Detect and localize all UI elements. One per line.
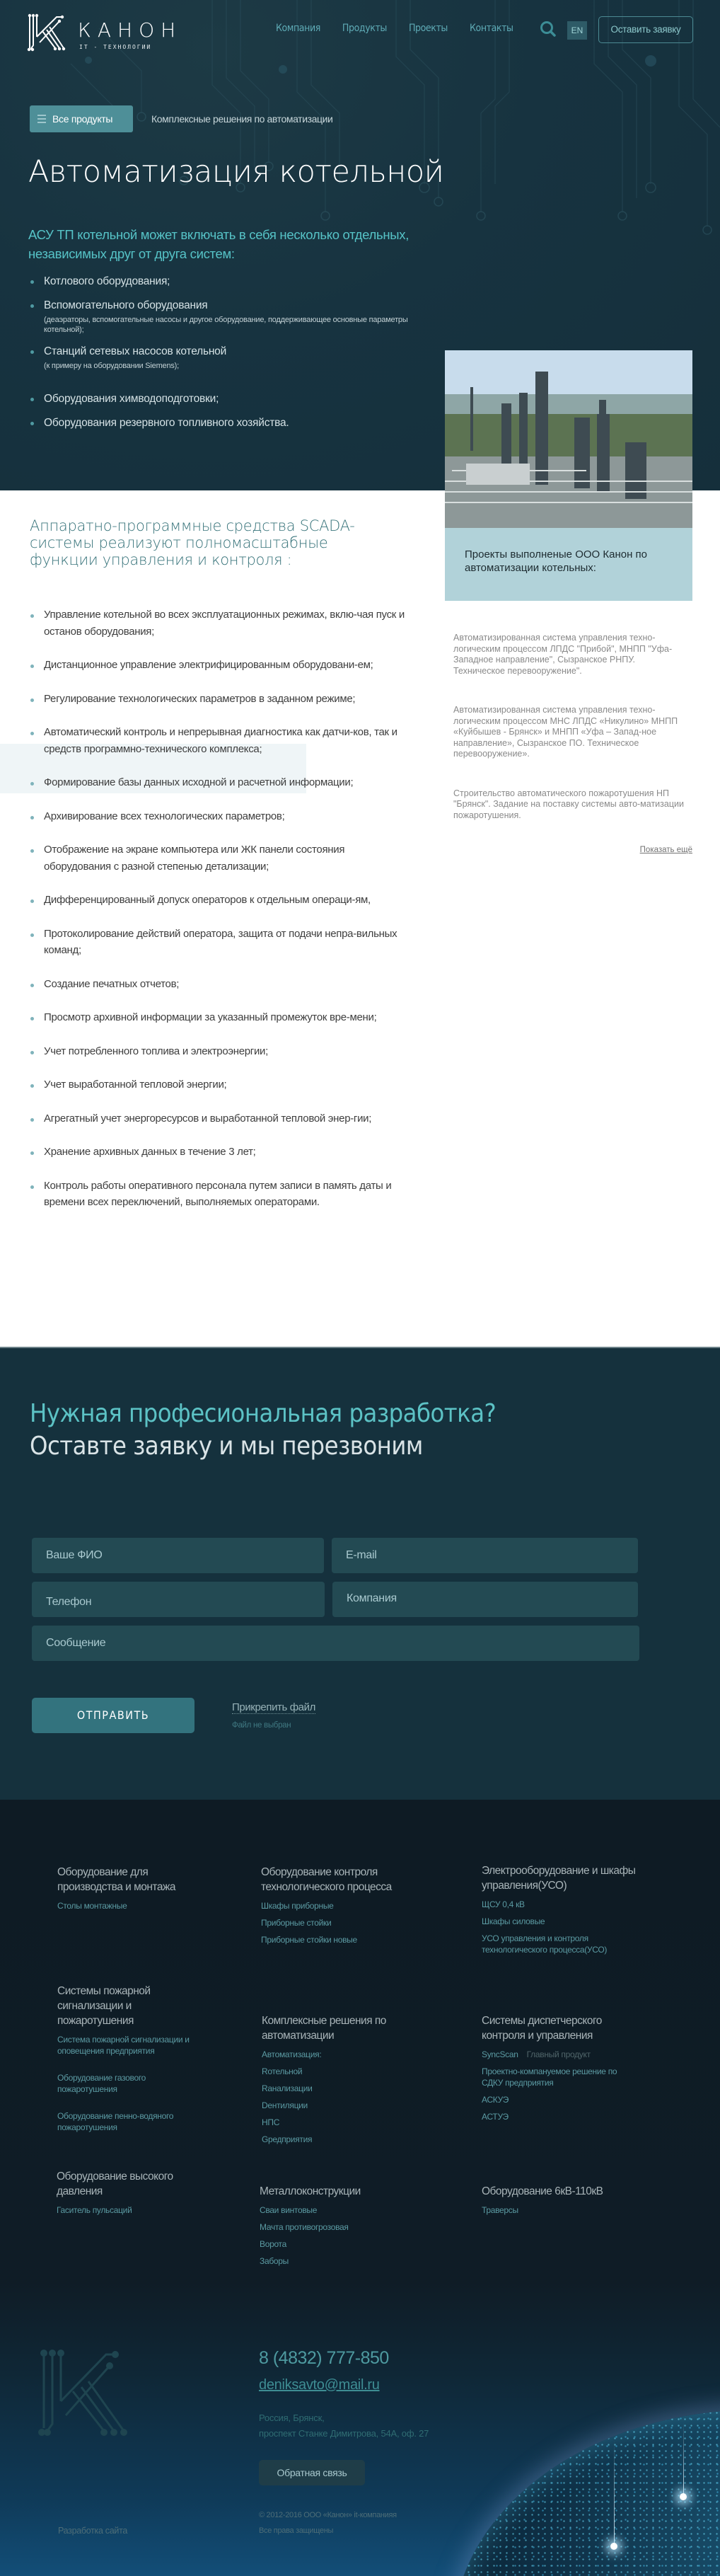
logo-title: КАНОН: [78, 18, 182, 42]
footer-link[interactable]: НПС: [262, 2117, 280, 2127]
nav-item-products[interactable]: Продукты: [342, 23, 387, 34]
search-icon: [539, 20, 557, 38]
list-item: Контроль работы оперативного персонала путем записи в память даты и времени всех переключений, выполняемых операторами.: [28, 1178, 410, 1211]
phone-field[interactable]: Телефон: [32, 1582, 325, 1617]
footer-column-title: Металлоконструкции: [260, 2185, 361, 2197]
footer-column-fire-safety: [57, 1984, 255, 2139]
company-field[interactable]: Компания: [332, 1582, 638, 1617]
footer-link[interactable]: Проектно-компануемое решение по СДКУ предприятия: [482, 2066, 617, 2088]
footer-column-process-control: [261, 1865, 459, 1951]
breadcrumb-current[interactable]: Комплексные решения по автоматизации: [151, 113, 333, 125]
project-entry[interactable]: Автоматизированная система управления техно-логическим процессом ЛПДС "Прибой", МНПП "Уфа-Западное направление", Сызранское РНПУ. Техническое перевооружение".: [453, 633, 673, 676]
address-line: проспект Станке Димитрова, 54А, оф. 27: [259, 2428, 429, 2439]
list-item: Отображение на экране компьютера или ЖК панели состояния оборудования с разной степенью детализации;: [28, 841, 410, 875]
footer-link[interactable]: Dентиляции: [262, 2100, 308, 2110]
projects-sidebar: [445, 350, 692, 854]
nav-item-projects[interactable]: Проекты: [408, 23, 448, 34]
hero-lead-text: АСУ ТП котельной может включать в себя несколько отдельных, независимых друг от друга систем:: [28, 227, 410, 261]
search-button[interactable]: [539, 20, 557, 38]
systems-list: [28, 275, 424, 440]
list-item: Протоколирование действий оператора, защита от подачи непра-вильных команд;: [28, 926, 410, 959]
list-item: Учет выработанной тепловой энергии;: [28, 1076, 410, 1093]
footer-link[interactable]: Заборы: [260, 2256, 289, 2266]
light-beam-decoration: [614, 2440, 615, 2546]
footer-link[interactable]: УСО управления и контроля технологического процесса(УСО): [482, 1933, 608, 1955]
list-item: Просмотр архивной информации за указанный промежуток вре-мени;: [28, 1009, 410, 1026]
main-nav: [276, 23, 513, 34]
list-item: Станций сетевых насосов котельной (к примеру на оборудовании Siemens);: [28, 345, 424, 371]
show-more-link[interactable]: Показать ещё: [639, 846, 692, 854]
functions-title: Аппаратно-программные средства SCADA-системы реализуют полномасштабные функции управления и контроля :: [30, 517, 355, 568]
email-link[interactable]: deniksavto@mail.ru: [259, 2377, 380, 2393]
footer-column-high-pressure: [57, 2169, 255, 2221]
footer-link[interactable]: Оборудование пенно-водяного пожаротушения: [57, 2111, 174, 2132]
projects-caption: Проекты выполненые ООО Канон по автоматизации котельных:: [445, 528, 692, 601]
nav-item-company[interactable]: Компания: [276, 23, 320, 34]
address: [259, 2410, 429, 2442]
footer-column-title: Оборудование высокого давления: [57, 2170, 173, 2197]
footer-column-dispatch: [482, 2013, 680, 2128]
light-dot-decoration: [610, 2543, 617, 2550]
main-product-badge: Главный продукт: [526, 2049, 591, 2059]
site-development-link[interactable]: Разработка сайта: [58, 2526, 128, 2536]
address-line: Россия, Брянск,: [259, 2413, 325, 2423]
list-item: Оборудования химводоподготовки;: [28, 392, 424, 406]
footer-link[interactable]: Приборные стойки новые: [261, 1935, 357, 1945]
footer-column-title: Оборудование 6кВ-110кВ: [482, 2185, 603, 2197]
list-item: Агрегатный учет энергоресурсов и выработанной тепловой энер-гии;: [28, 1110, 410, 1127]
list-item-note: (к примеру на оборудовании Siemens);: [44, 362, 180, 370]
kanon-logo-icon: [25, 13, 68, 52]
footer-link[interactable]: Гаситель пульсаций: [57, 2205, 132, 2215]
site-footer: [0, 1800, 720, 2576]
footer-link[interactable]: Траверсы: [482, 2205, 518, 2215]
phone-link[interactable]: 8 (4832) 777-850: [259, 2348, 389, 2368]
copyright-text: © 2012-2016 ООО «Канон» it-компанияя: [259, 2511, 397, 2519]
footer-link[interactable]: Шкафы силовые: [482, 1916, 545, 1926]
message-field[interactable]: Сообщение: [32, 1626, 639, 1661]
footer-link[interactable]: Ворота: [260, 2239, 286, 2249]
industrial-plant-photo: [445, 350, 692, 528]
callback-form-section: [0, 1347, 720, 1800]
footer-column-title: Системы пожарной сигнализации и пожаротушения: [57, 1985, 151, 2027]
language-switch-button[interactable]: EN: [567, 21, 587, 40]
footer-column-automation: [262, 2013, 460, 2151]
footer-link[interactable]: Gредприятия: [262, 2134, 313, 2144]
list-item: Котлового оборудования;: [28, 275, 424, 289]
callback-title: Нужная професиональная разработка?: [30, 1399, 497, 1428]
plant-illustration: [445, 350, 692, 528]
footer-link[interactable]: Сваи винтовые: [260, 2205, 318, 2215]
list-item: Автоматический контроль и непрерывная диагностика как датчи-ков, так и средств программно-технического комплекса;: [28, 724, 410, 757]
list-item: Хранение архивных данных в течение 3 лет;: [28, 1144, 410, 1161]
footer-link[interactable]: Шкафы приборные: [261, 1901, 334, 1911]
footer-column-title: Комплексные решения по автоматизации: [262, 2015, 386, 2042]
footer-link-syncscan[interactable]: SyncScan Главный продукт: [482, 2049, 591, 2059]
submit-button[interactable]: ОТПРАВИТЬ: [32, 1698, 194, 1733]
leave-request-button[interactable]: Оставить заявку: [598, 16, 693, 43]
file-status-text: Файл не выбран: [232, 1721, 291, 1730]
attach-file-link[interactable]: Прикрепить файл: [232, 1701, 315, 1713]
list-item: Управление котельной во всех эксплуатационных режимах, вклю-чая пуск и останов оборудования;: [28, 606, 410, 640]
projects-list: [445, 633, 692, 854]
footer-link[interactable]: Автоматизация:: [262, 2049, 322, 2059]
globe-decoration: [453, 2410, 720, 2576]
list-item: Оборудования резервного топливного хозяйства.: [28, 416, 424, 430]
project-entry[interactable]: Автоматизированная система управления техно-логическим процессом МНС ЛПДС «Никулино» МНПП «Куйбышев - Брянск» и МНПП «Уфа – Запад-ное направление», Сызранское ПО. Техническое перевооружение».: [453, 705, 678, 759]
list-item: Дифференцированный допуск операторов к отдельным операци-ям,: [28, 892, 410, 909]
list-item: Регулирование технологических параметров в заданном режиме;: [28, 691, 410, 708]
footer-link[interactable]: Rотельной: [262, 2066, 303, 2076]
footer-link[interactable]: Мачта противогрозовая: [260, 2222, 349, 2232]
menu-icon: [37, 114, 47, 124]
footer-column-metal: [260, 2184, 458, 2272]
kanon-logo-watermark-icon: [32, 2345, 131, 2451]
footer-link[interactable]: АСКУЭ: [482, 2095, 509, 2105]
logo-link[interactable]: [25, 13, 182, 52]
footer-link[interactable]: Столы монтажные: [57, 1901, 127, 1911]
footer-column-title: Оборудование контроля технологического процесса: [261, 1866, 392, 1893]
list-item: Учет потребленного топлива и электроэнергии;: [28, 1043, 410, 1060]
footer-column-production: [57, 1865, 255, 1917]
footer-column-title: Системы диспетчерского контроля и управления: [482, 2015, 602, 2042]
all-products-label: Все продукты: [52, 113, 113, 125]
nav-item-contacts[interactable]: Контакты: [469, 23, 513, 34]
rights-text: Все права защищены: [259, 2526, 334, 2535]
logo-subtitle: IT - ТЕХНОЛОГИИ: [79, 44, 152, 50]
list-item: Вспомогательного оборудования (деаэраторы, вспомогательные насосы и другое оборудование, поддерживающее основные параметры котельной);: [28, 299, 424, 335]
list-item: Дистанционное управление электрифицированным оборудовани-ем;: [28, 657, 410, 674]
footer-link[interactable]: Приборные стойки: [261, 1918, 332, 1928]
list-item-note: (деаэраторы, вспомогательные насосы и другое оборудование, поддерживающее основные параметры котельной);: [44, 316, 408, 334]
list-item: Создание печатных отчетов;: [28, 976, 410, 993]
list-item: Архивирование всех технологических параметров;: [28, 808, 410, 825]
list-item: Формирование базы данных исходной и расчетной информации;: [28, 774, 410, 791]
project-entry[interactable]: Строительство автоматического пожаротушения НП "Брянск". Задание на поставку системы авто-матизации пожаротушения.: [453, 788, 684, 820]
light-dot-decoration: [680, 2493, 687, 2500]
name-field[interactable]: Ваше ФИО: [32, 1538, 324, 1573]
functions-list: [28, 606, 410, 1228]
page-title: Автоматизация котельной: [28, 154, 444, 190]
footer-column-6-110kv: [482, 2184, 680, 2221]
breadcrumb: [30, 105, 332, 132]
footer-link[interactable]: Система пожарной сигнализации и оповещения предприятия: [57, 2035, 190, 2056]
footer-link[interactable]: Rанализации: [262, 2083, 313, 2093]
light-beam-decoration: [683, 2422, 684, 2497]
footer-link[interactable]: Оборудование газового пожаротушения: [57, 2073, 146, 2094]
all-products-button[interactable]: [30, 105, 133, 132]
email-field[interactable]: E-mail: [332, 1538, 638, 1573]
footer-link[interactable]: ЩСУ 0,4 кВ: [482, 1899, 525, 1909]
feedback-button[interactable]: Обратная связь: [259, 2460, 365, 2485]
footer-column-title: Электрооборудование и шкафы управления(УСО): [482, 1865, 636, 1892]
footer-column-title: Оборудование для производства и монтажа: [57, 1866, 175, 1893]
callback-subtitle: Оставте заявку и мы перезвоним: [30, 1432, 423, 1461]
footer-link[interactable]: АСТУЭ: [482, 2112, 509, 2122]
footer-column-electrical: [482, 1863, 680, 1961]
top-navigation-bar: [0, 13, 720, 52]
